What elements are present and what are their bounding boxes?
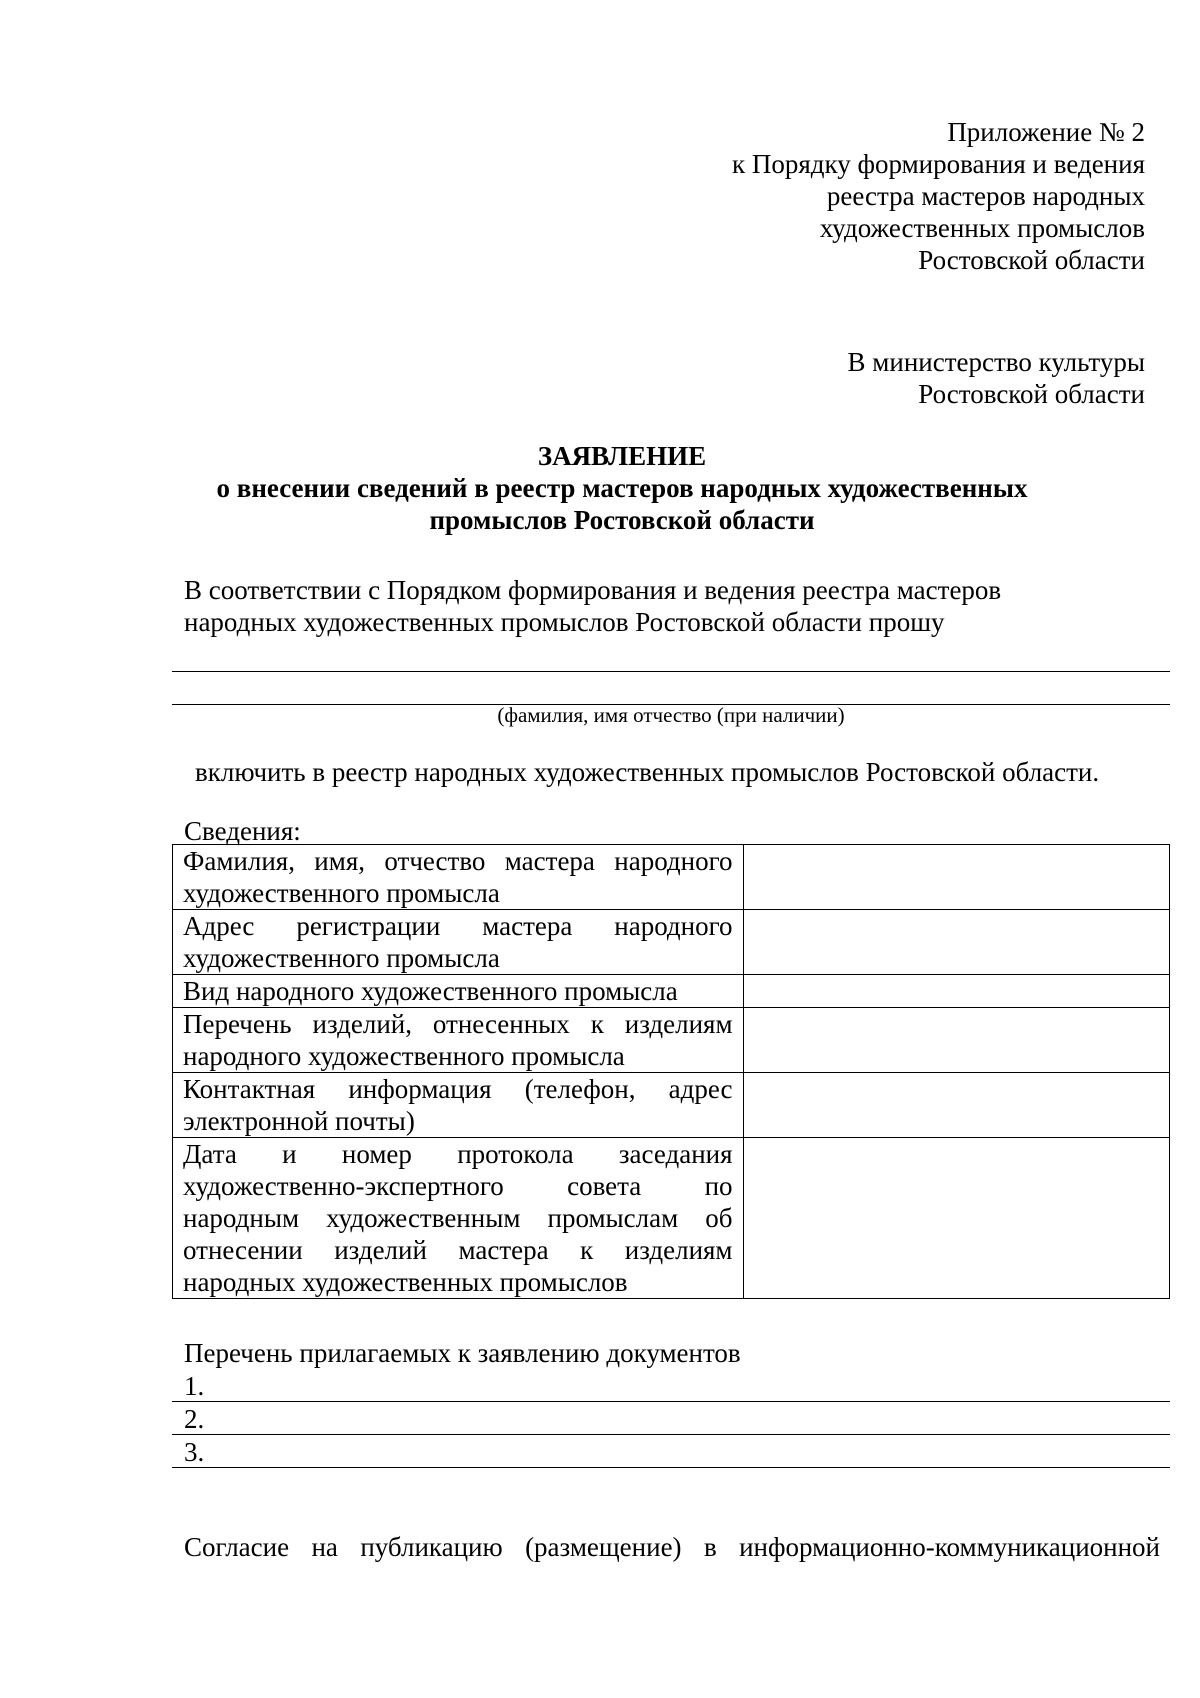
table-row (173, 1138, 1170, 1299)
table-row (173, 845, 1170, 910)
addressee-line: Ростовской области (918, 379, 1145, 409)
table-row (173, 910, 1170, 975)
table-row (173, 1073, 1170, 1138)
document-item-line[interactable] (172, 1403, 1170, 1435)
table-cell-label: Дата и номер протокола заседания художественно-экспертного совета по народным художественным промыслам об отнесении изделий мастера к изделиям народных художественных промыслов (173, 1138, 744, 1299)
table-row (173, 975, 1170, 1008)
document-item-number: 3. (184, 1437, 205, 1467)
table-cell-value[interactable] (743, 975, 1169, 1008)
document-item-line[interactable] (172, 1436, 1170, 1468)
table-cell-label: Адрес регистрации мастера народного художественного промысла (173, 910, 744, 975)
svedeniya-label: Сведения: (184, 816, 301, 846)
documents-label: Перечень прилагаемых к заявлению документов (184, 1338, 741, 1368)
consent-text: Согласие на публикацию (размещение) в информационно-коммуникационной (184, 1532, 1160, 1562)
name-fill-line[interactable] (172, 671, 1170, 672)
intro-line: народных художественных промыслов Ростовской области прошу (184, 607, 945, 637)
document-item-line[interactable] (172, 1370, 1170, 1402)
table-cell-value[interactable] (743, 1138, 1169, 1299)
name-caption: (фамилия, имя отчество (при наличии) (497, 703, 845, 727)
table-cell-value[interactable] (743, 1073, 1169, 1138)
table-cell-label: Вид народного художественного промысла (173, 975, 744, 1008)
table-cell-label: Перечень изделий, отнесенных к изделиям народного художественного промысла (173, 1008, 744, 1073)
document-item-number: 1. (184, 1371, 205, 1401)
appendix-line: реестра мастеров народных (826, 181, 1145, 211)
appendix-line: к Порядку формирования и ведения (731, 149, 1145, 179)
title-heading: ЗАЯВЛЕНИЕ (537, 441, 707, 471)
title-line: промыслов Ростовской области (429, 505, 815, 535)
intro-line: В соответствии с Порядком формирования и ведения реестра мастеров (184, 575, 1002, 605)
include-text: включить в реестр народных художественных промыслов Ростовской области. (195, 757, 1100, 787)
addressee-block (545, 346, 1145, 410)
table-cell-value[interactable] (743, 845, 1169, 910)
intro-paragraph (184, 574, 1084, 638)
addressee-line: В министерство культуры (847, 347, 1145, 377)
info-table (172, 844, 1170, 1299)
document-item-number: 2. (184, 1404, 205, 1434)
appendix-line: художественных промыслов (819, 213, 1145, 243)
table-cell-label: Контактная информация (телефон, адрес электронной почты) (173, 1073, 744, 1138)
table-cell-value[interactable] (743, 910, 1169, 975)
appendix-line: Приложение № 2 (947, 117, 1145, 147)
table-cell-label: Фамилия, имя, отчество мастера народного художественного промысла (173, 845, 744, 910)
table-row (173, 1008, 1170, 1073)
appendix-line: Ростовской области (918, 245, 1145, 275)
title-line: о внесении сведений в реестр мастеров народных художественных (216, 473, 1028, 503)
document-title (172, 440, 1072, 536)
table-cell-value[interactable] (743, 1008, 1169, 1073)
appendix-header (545, 116, 1145, 276)
